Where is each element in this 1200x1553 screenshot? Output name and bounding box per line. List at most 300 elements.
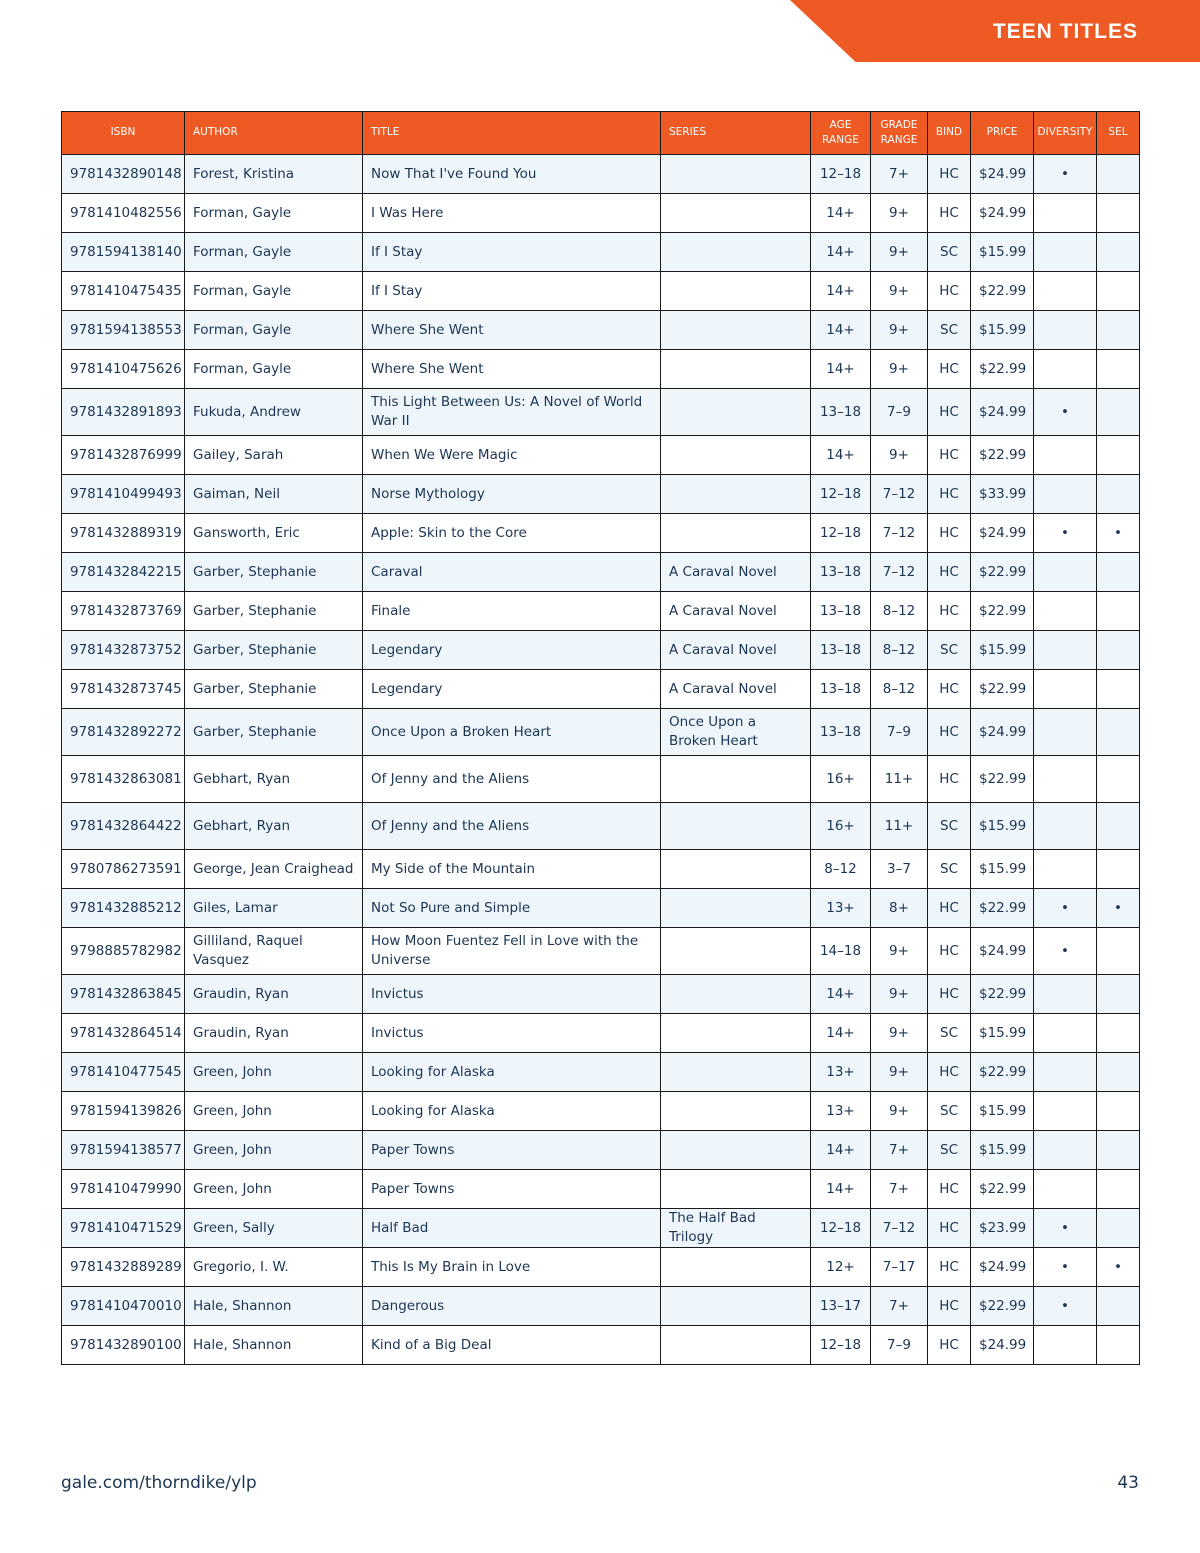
- table-row: [62, 709, 1140, 756]
- table-row: [62, 553, 1140, 592]
- cell-isbn: 9781432885212: [62, 889, 185, 928]
- cell-price: $24.99: [971, 155, 1034, 194]
- grade-range-label: RANGE: [880, 134, 918, 146]
- cell-bind: SC: [928, 1014, 971, 1053]
- table-row: [62, 756, 1140, 803]
- cell-grade-range: 7–12: [871, 475, 928, 514]
- cell-bind: HC: [928, 889, 971, 928]
- cell-isbn: 9781432873745: [62, 670, 185, 709]
- cell-author: Gilliland, Raquel Vasquez: [185, 928, 363, 975]
- cell-price: $22.99: [971, 553, 1034, 592]
- cell-series: [661, 475, 811, 514]
- cell-diversity-dot: [1034, 670, 1097, 709]
- cell-age-range: 14+: [811, 1014, 871, 1053]
- cell-diversity-dot: [1034, 272, 1097, 311]
- cell-title: Now That I've Found You: [363, 155, 661, 194]
- col-header-series: SERIES: [661, 112, 811, 155]
- age-label: AGE: [829, 118, 852, 131]
- cell-bind: HC: [928, 436, 971, 475]
- cell-author: Forman, Gayle: [185, 350, 363, 389]
- cell-title: How Moon Fuentez Fell in Love with the Universe: [363, 928, 661, 975]
- cell-author: Forest, Kristina: [185, 155, 363, 194]
- cell-isbn: 9781432873752: [62, 631, 185, 670]
- cell-price: $24.99: [971, 928, 1034, 975]
- cell-diversity-dot: [1034, 850, 1097, 889]
- cell-age-range: 14+: [811, 975, 871, 1014]
- cell-price: $22.99: [971, 756, 1034, 803]
- table-row: [62, 311, 1140, 350]
- cell-series: [661, 389, 811, 436]
- cell-author: Forman, Gayle: [185, 272, 363, 311]
- cell-series: [661, 928, 811, 975]
- cell-title: Apple: Skin to the Core: [363, 514, 661, 553]
- cell-bind: SC: [928, 233, 971, 272]
- cell-sel-dot: [1097, 709, 1140, 756]
- cell-isbn: 9781432890100: [62, 1326, 185, 1365]
- cell-price: $24.99: [971, 514, 1034, 553]
- cell-sel-dot: [1097, 553, 1140, 592]
- cell-author: Green, John: [185, 1053, 363, 1092]
- cell-diversity-dot: [1034, 553, 1097, 592]
- cell-age-range: 12–18: [811, 1326, 871, 1365]
- cell-series: [661, 1170, 811, 1209]
- cell-diversity-dot: [1034, 1014, 1097, 1053]
- cell-grade-range: 9+: [871, 1053, 928, 1092]
- cell-sel-dot: [1097, 233, 1140, 272]
- table-row: [62, 1248, 1140, 1287]
- cell-sel-dot: [1097, 1053, 1140, 1092]
- cell-title: This Is My Brain in Love: [363, 1248, 661, 1287]
- age-range-label: RANGE: [822, 134, 859, 146]
- cell-isbn: 9781410499493: [62, 475, 185, 514]
- cell-sel-dot: [1097, 1131, 1140, 1170]
- cell-title: Norse Mythology: [363, 475, 661, 514]
- cell-isbn: 9781594139826: [62, 1092, 185, 1131]
- cell-title: Paper Towns: [363, 1170, 661, 1209]
- cell-series: [661, 350, 811, 389]
- table-header-row: [62, 112, 1140, 155]
- cell-bind: HC: [928, 475, 971, 514]
- cell-isbn: 9780786273591: [62, 850, 185, 889]
- cell-title: Half Bad: [363, 1209, 661, 1248]
- cell-age-range: 13+: [811, 1053, 871, 1092]
- cell-author: Gregorio, I. W.: [185, 1248, 363, 1287]
- cell-grade-range: 8–12: [871, 592, 928, 631]
- col-header-price: PRICE: [971, 112, 1034, 155]
- cell-price: $15.99: [971, 233, 1034, 272]
- cell-age-range: 14+: [811, 1131, 871, 1170]
- cell-author: Garber, Stephanie: [185, 592, 363, 631]
- cell-bind: HC: [928, 756, 971, 803]
- cell-title: Looking for Alaska: [363, 1092, 661, 1131]
- cell-series: Once Upon a Broken Heart: [661, 709, 811, 756]
- table-row: [62, 155, 1140, 194]
- cell-isbn: 9781432873769: [62, 592, 185, 631]
- cell-sel-dot: [1097, 803, 1140, 850]
- cell-author: Giles, Lamar: [185, 889, 363, 928]
- table-row: [62, 436, 1140, 475]
- cell-sel-dot: [1097, 850, 1140, 889]
- cell-age-range: 14+: [811, 1170, 871, 1209]
- cell-diversity-dot: [1034, 592, 1097, 631]
- cell-bind: HC: [928, 514, 971, 553]
- cell-author: Garber, Stephanie: [185, 631, 363, 670]
- table-row: [62, 1092, 1140, 1131]
- cell-age-range: 13–18: [811, 670, 871, 709]
- cell-age-range: 12–18: [811, 514, 871, 553]
- cell-series: A Caraval Novel: [661, 631, 811, 670]
- cell-grade-range: 9+: [871, 311, 928, 350]
- table-row: [62, 1209, 1140, 1248]
- cell-price: $24.99: [971, 709, 1034, 756]
- cell-series: [661, 514, 811, 553]
- cell-grade-range: 8–12: [871, 631, 928, 670]
- cell-title: Dangerous: [363, 1287, 661, 1326]
- cell-price: $15.99: [971, 803, 1034, 850]
- cell-age-range: 14+: [811, 350, 871, 389]
- col-header-title: TITLE: [363, 112, 661, 155]
- table-row: [62, 928, 1140, 975]
- cell-sel-dot: [1097, 1209, 1140, 1248]
- cell-title: Invictus: [363, 1014, 661, 1053]
- cell-title: If I Stay: [363, 272, 661, 311]
- table-row: [62, 194, 1140, 233]
- cell-price: $22.99: [971, 436, 1034, 475]
- cell-sel-dot: [1097, 272, 1140, 311]
- cell-isbn: 9781432876999: [62, 436, 185, 475]
- cell-diversity-dot: [1034, 1053, 1097, 1092]
- cell-sel-dot: [1097, 311, 1140, 350]
- cell-grade-range: 3–7: [871, 850, 928, 889]
- cell-age-range: 13+: [811, 1092, 871, 1131]
- cell-author: Hale, Shannon: [185, 1287, 363, 1326]
- table-row: [62, 631, 1140, 670]
- cell-sel-dot: [1097, 475, 1140, 514]
- cell-price: $22.99: [971, 592, 1034, 631]
- cell-title: If I Stay: [363, 233, 661, 272]
- cell-sel-dot: [1097, 389, 1140, 436]
- cell-sel-dot: [1097, 1170, 1140, 1209]
- cell-age-range: 12–18: [811, 475, 871, 514]
- cell-series: [661, 311, 811, 350]
- cell-isbn: 9781410475435: [62, 272, 185, 311]
- table-row: [62, 1014, 1140, 1053]
- cell-series: [661, 803, 811, 850]
- cell-grade-range: 11+: [871, 756, 928, 803]
- cell-price: $24.99: [971, 194, 1034, 233]
- cell-grade-range: 7+: [871, 1287, 928, 1326]
- cell-price: $22.99: [971, 975, 1034, 1014]
- cell-title: When We Were Magic: [363, 436, 661, 475]
- cell-diversity-dot: •: [1034, 928, 1097, 975]
- cell-author: Green, John: [185, 1092, 363, 1131]
- cell-diversity-dot: [1034, 1326, 1097, 1365]
- cell-diversity-dot: [1034, 803, 1097, 850]
- cell-series: [661, 233, 811, 272]
- cell-series: [661, 1326, 811, 1365]
- cell-grade-range: 7–9: [871, 709, 928, 756]
- cell-sel-dot: [1097, 631, 1140, 670]
- table-row: [62, 514, 1140, 553]
- cell-price: $22.99: [971, 1053, 1034, 1092]
- col-header-author: AUTHOR: [185, 112, 363, 155]
- cell-title: Finale: [363, 592, 661, 631]
- cell-grade-range: 9+: [871, 1014, 928, 1053]
- cell-title: Legendary: [363, 631, 661, 670]
- cell-author: Gaiman, Neil: [185, 475, 363, 514]
- cell-isbn: 9781432863845: [62, 975, 185, 1014]
- cell-sel-dot: [1097, 155, 1140, 194]
- cell-bind: HC: [928, 350, 971, 389]
- cell-isbn: 9781432864514: [62, 1014, 185, 1053]
- cell-sel-dot: [1097, 436, 1140, 475]
- cell-title: Where She Went: [363, 350, 661, 389]
- cell-sel-dot: •: [1097, 1248, 1140, 1287]
- cell-price: $22.99: [971, 272, 1034, 311]
- table-row: [62, 1170, 1140, 1209]
- cell-author: Garber, Stephanie: [185, 670, 363, 709]
- cell-grade-range: 7–9: [871, 1326, 928, 1365]
- table-row: [62, 803, 1140, 850]
- table-row: [62, 1287, 1140, 1326]
- cell-bind: HC: [928, 1248, 971, 1287]
- cell-diversity-dot: •: [1034, 889, 1097, 928]
- cell-bind: HC: [928, 1053, 971, 1092]
- col-header-diversity: DIVERSITY: [1034, 112, 1097, 155]
- cell-isbn: 9781432864422: [62, 803, 185, 850]
- cell-sel-dot: [1097, 975, 1140, 1014]
- cell-grade-range: 9+: [871, 1092, 928, 1131]
- cell-age-range: 14+: [811, 194, 871, 233]
- cell-diversity-dot: •: [1034, 514, 1097, 553]
- cell-author: Garber, Stephanie: [185, 553, 363, 592]
- cell-bind: SC: [928, 631, 971, 670]
- table-row: [62, 889, 1140, 928]
- cell-author: Garber, Stephanie: [185, 709, 363, 756]
- cell-grade-range: 8–12: [871, 670, 928, 709]
- col-header-isbn: ISBN: [62, 112, 185, 155]
- cell-grade-range: 7+: [871, 1131, 928, 1170]
- cell-isbn: 9781432889289: [62, 1248, 185, 1287]
- cell-bind: HC: [928, 553, 971, 592]
- cell-isbn: 9781410471529: [62, 1209, 185, 1248]
- cell-author: Forman, Gayle: [185, 233, 363, 272]
- cell-sel-dot: [1097, 1287, 1140, 1326]
- cell-price: $15.99: [971, 1092, 1034, 1131]
- cell-title: Invictus: [363, 975, 661, 1014]
- cell-diversity-dot: [1034, 194, 1097, 233]
- table-row: [62, 272, 1140, 311]
- cell-sel-dot: [1097, 350, 1140, 389]
- cell-grade-range: 9+: [871, 233, 928, 272]
- cell-author: Fukuda, Andrew: [185, 389, 363, 436]
- cell-series: [661, 1014, 811, 1053]
- table-row: [62, 850, 1140, 889]
- cell-title: Legendary: [363, 670, 661, 709]
- cell-author: Hale, Shannon: [185, 1326, 363, 1365]
- cell-sel-dot: [1097, 928, 1140, 975]
- cell-series: [661, 1053, 811, 1092]
- cell-series: [661, 889, 811, 928]
- cell-price: $22.99: [971, 350, 1034, 389]
- cell-diversity-dot: •: [1034, 155, 1097, 194]
- cell-title: Not So Pure and Simple: [363, 889, 661, 928]
- cell-age-range: 13–18: [811, 631, 871, 670]
- cell-sel-dot: [1097, 1326, 1140, 1365]
- titles-table: [61, 111, 1140, 1365]
- cell-title: Where She Went: [363, 311, 661, 350]
- cell-series: [661, 436, 811, 475]
- cell-bind: HC: [928, 1209, 971, 1248]
- cell-isbn: 9781432890148: [62, 155, 185, 194]
- cell-sel-dot: [1097, 194, 1140, 233]
- cell-price: $33.99: [971, 475, 1034, 514]
- cell-grade-range: 7–9: [871, 389, 928, 436]
- cell-title: Caraval: [363, 553, 661, 592]
- cell-diversity-dot: [1034, 311, 1097, 350]
- cell-author: Forman, Gayle: [185, 311, 363, 350]
- cell-isbn: 9798885782982: [62, 928, 185, 975]
- cell-grade-range: 7–12: [871, 514, 928, 553]
- cell-bind: SC: [928, 1092, 971, 1131]
- cell-bind: HC: [928, 592, 971, 631]
- cell-series: [661, 155, 811, 194]
- cell-bind: HC: [928, 709, 971, 756]
- cell-isbn: 9781410470010: [62, 1287, 185, 1326]
- cell-isbn: 9781594138140: [62, 233, 185, 272]
- cell-diversity-dot: [1034, 709, 1097, 756]
- cell-grade-range: 7–12: [871, 553, 928, 592]
- cell-isbn: 9781410477545: [62, 1053, 185, 1092]
- cell-title: Paper Towns: [363, 1131, 661, 1170]
- cell-bind: HC: [928, 670, 971, 709]
- table-row: [62, 670, 1140, 709]
- cell-diversity-dot: [1034, 1131, 1097, 1170]
- cell-sel-dot: [1097, 592, 1140, 631]
- cell-bind: HC: [928, 928, 971, 975]
- cell-bind: HC: [928, 1170, 971, 1209]
- cell-isbn: 9781432863081: [62, 756, 185, 803]
- cell-author: Graudin, Ryan: [185, 975, 363, 1014]
- cell-author: Graudin, Ryan: [185, 1014, 363, 1053]
- cell-sel-dot: •: [1097, 514, 1140, 553]
- cell-author: Gailey, Sarah: [185, 436, 363, 475]
- cell-grade-range: 9+: [871, 436, 928, 475]
- cell-series: [661, 756, 811, 803]
- cell-diversity-dot: [1034, 233, 1097, 272]
- cell-title: Looking for Alaska: [363, 1053, 661, 1092]
- cell-age-range: 12+: [811, 1248, 871, 1287]
- cell-grade-range: 7–17: [871, 1248, 928, 1287]
- cell-bind: HC: [928, 1326, 971, 1365]
- cell-diversity-dot: •: [1034, 1287, 1097, 1326]
- cell-diversity-dot: [1034, 631, 1097, 670]
- cell-age-range: 16+: [811, 756, 871, 803]
- cell-isbn: 9781410482556: [62, 194, 185, 233]
- cell-diversity-dot: •: [1034, 1248, 1097, 1287]
- cell-diversity-dot: [1034, 975, 1097, 1014]
- table-row: [62, 975, 1140, 1014]
- table-row: [62, 1326, 1140, 1365]
- cell-age-range: 14+: [811, 233, 871, 272]
- cell-title: Of Jenny and the Aliens: [363, 756, 661, 803]
- cell-isbn: 9781432842215: [62, 553, 185, 592]
- cell-series: [661, 272, 811, 311]
- cell-author: Green, John: [185, 1170, 363, 1209]
- cell-bind: HC: [928, 389, 971, 436]
- cell-isbn: 9781432891893: [62, 389, 185, 436]
- cell-grade-range: 9+: [871, 350, 928, 389]
- cell-age-range: 14+: [811, 311, 871, 350]
- cell-isbn: 9781432892272: [62, 709, 185, 756]
- cell-price: $15.99: [971, 1014, 1034, 1053]
- cell-grade-range: 8+: [871, 889, 928, 928]
- cell-series: A Caraval Novel: [661, 670, 811, 709]
- cell-price: $15.99: [971, 311, 1034, 350]
- cell-sel-dot: [1097, 670, 1140, 709]
- section-title: TEEN TITLES: [992, 20, 1138, 43]
- table-row: [62, 1053, 1140, 1092]
- cell-title: Kind of a Big Deal: [363, 1326, 661, 1365]
- cell-author: Forman, Gayle: [185, 194, 363, 233]
- cell-grade-range: 7–12: [871, 1209, 928, 1248]
- cell-isbn: 9781594138577: [62, 1131, 185, 1170]
- cell-title: Once Upon a Broken Heart: [363, 709, 661, 756]
- cell-series: [661, 194, 811, 233]
- cell-title: This Light Between Us: A Novel of World War II: [363, 389, 661, 436]
- cell-isbn: 9781432889319: [62, 514, 185, 553]
- cell-diversity-dot: •: [1034, 389, 1097, 436]
- cell-price: $22.99: [971, 1287, 1034, 1326]
- col-header-bind: BIND: [928, 112, 971, 155]
- cell-bind: HC: [928, 155, 971, 194]
- cell-price: $22.99: [971, 889, 1034, 928]
- cell-price: $22.99: [971, 1170, 1034, 1209]
- cell-bind: HC: [928, 272, 971, 311]
- cell-age-range: 16+: [811, 803, 871, 850]
- cell-diversity-dot: [1034, 475, 1097, 514]
- table-row: [62, 350, 1140, 389]
- cell-diversity-dot: [1034, 350, 1097, 389]
- cell-sel-dot: [1097, 756, 1140, 803]
- col-header-grade-range: [871, 112, 928, 155]
- cell-bind: HC: [928, 975, 971, 1014]
- cell-grade-range: 11+: [871, 803, 928, 850]
- cell-grade-range: 9+: [871, 272, 928, 311]
- cell-price: $15.99: [971, 631, 1034, 670]
- cell-price: $23.99: [971, 1209, 1034, 1248]
- cell-series: The Half Bad Trilogy: [661, 1209, 811, 1248]
- cell-author: Green, Sally: [185, 1209, 363, 1248]
- cell-price: $22.99: [971, 670, 1034, 709]
- cell-diversity-dot: •: [1034, 1209, 1097, 1248]
- table-row: [62, 592, 1140, 631]
- page-number: 43: [1117, 1473, 1139, 1493]
- table-row: [62, 233, 1140, 272]
- col-header-sel: SEL: [1097, 112, 1140, 155]
- table-row: [62, 1131, 1140, 1170]
- footer-url[interactable]: gale.com/thorndike/ylp: [61, 1473, 257, 1493]
- cell-grade-range: 9+: [871, 194, 928, 233]
- cell-bind: SC: [928, 850, 971, 889]
- cell-grade-range: 7+: [871, 155, 928, 194]
- cell-isbn: 9781410479990: [62, 1170, 185, 1209]
- col-header-age-range: [811, 112, 871, 155]
- cell-series: [661, 975, 811, 1014]
- cell-price: $24.99: [971, 389, 1034, 436]
- cell-grade-range: 9+: [871, 928, 928, 975]
- cell-series: [661, 1131, 811, 1170]
